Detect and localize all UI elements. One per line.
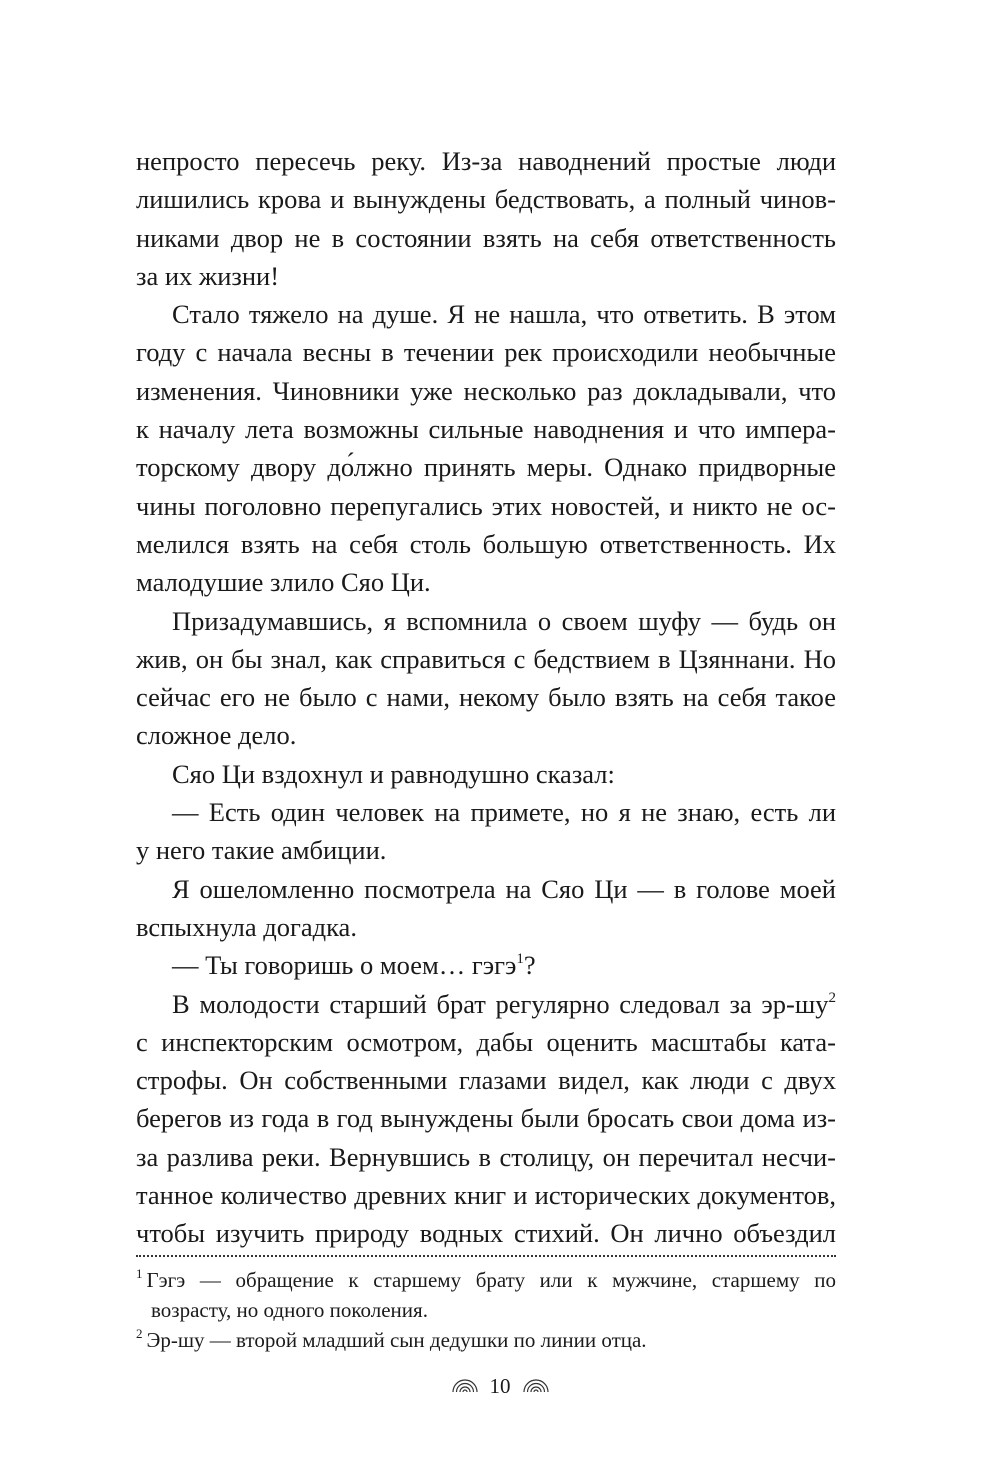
footnotes xyxy=(136,1265,836,1355)
text-line: — Есть один человек на примете, но я не знаю, есть ли xyxy=(172,797,836,828)
text-line: Стало тяжело на душе. Я не нашла, что ответить. В этом xyxy=(172,299,836,330)
footnote-separator xyxy=(136,1255,836,1257)
text-line: за их жизни! xyxy=(136,260,280,291)
page-number: 10 xyxy=(489,1374,511,1398)
text-span: В молодости старший брат регулярно следовал за эр-шу xyxy=(172,988,829,1019)
rainbow-arc-icon xyxy=(523,1379,549,1393)
footnote-2-line-1: $^2$ Эр-шу — второй младший сын дедушки по линии отца. xyxy=(136,1326,647,1352)
text-line: жив, он бы знал, как справиться с бедствием в Цзяннани. Но xyxy=(136,643,836,674)
text-line: Призадумавшись, я вспомнила о своем шуфу — будь он xyxy=(172,605,836,636)
rainbow-arc-icon xyxy=(452,1379,478,1393)
text-line: с инспекторским осмотром, дабы оценить масштабы ката- xyxy=(136,1026,836,1057)
footnote-1-line-1: $^1$ Гэгэ — обращение к старшему брату или к мужчине, старшему по xyxy=(136,1266,836,1292)
footnote-marker: 1 xyxy=(136,1266,143,1281)
text-line: чтобы изучить природу водных стихий. Он лично объездил xyxy=(136,1218,836,1249)
text-line: Я ошеломленно посмотрела на Сяо Ци — в голове моей xyxy=(172,873,836,904)
text-line: лишились крова и вынуждены бедствовать, а полный чинов- xyxy=(136,184,836,215)
text-span: ? xyxy=(523,950,536,981)
body-text xyxy=(136,142,836,1253)
text-line: торскому двору до́лжно принять меры. Однако придворные xyxy=(136,452,836,483)
text-line xyxy=(136,946,836,984)
text-line: мелился взять на себя столь большую ответственность. Их xyxy=(136,528,836,559)
text-line: танное количество древних книг и исторических документов, xyxy=(136,1180,836,1211)
text-line: году с начала весны в течении рек происходили необычные xyxy=(136,337,836,368)
text-line: сейчас его не было с нами, некому было взять на себя такое xyxy=(136,682,836,713)
text-line: чины поголовно перепугались этих новостей, и никто не ос- xyxy=(136,490,836,521)
text-line: за разлива реки. Вернувшись в столицу, он перечитал несчи- xyxy=(136,1141,836,1172)
text-span: — Ты говоришь о моем… гэгэ xyxy=(172,950,517,981)
text-line: Сяо Ци вздохнул и равнодушно сказал: xyxy=(172,758,615,789)
text-line: непросто пересечь реку. Из-за наводнений простые люди xyxy=(136,146,836,176)
text-line: строфы. Он собственными глазами видел, как люди с двух xyxy=(136,1065,836,1096)
text-line xyxy=(136,985,836,1023)
text-line: к началу лета возможны сильные наводнения и что импера- xyxy=(136,414,836,445)
page-footer xyxy=(0,1374,1000,1398)
footnote-marker: 2 xyxy=(136,1326,143,1341)
text-line: никами двор не в состоянии взять на себя ответственность xyxy=(136,222,836,253)
text-line: изменения. Чиновники уже несколько раз докладывали, что xyxy=(136,375,836,406)
text-line: вспыхнула догадка. xyxy=(136,911,357,942)
footnote-1-line-2: возрасту, но одного поколения. xyxy=(151,1298,428,1322)
text-line: берегов из года в год вынуждены были бросать свои дома из- xyxy=(136,1103,836,1134)
footnote-ref: 1 xyxy=(516,951,524,968)
text-line: сложное дело. xyxy=(136,720,297,751)
text-line: малодушие злило Сяо Ци. xyxy=(136,567,431,598)
text-line: у него такие амбиции. xyxy=(136,835,387,866)
footnote-ref: 2 xyxy=(828,989,836,1006)
